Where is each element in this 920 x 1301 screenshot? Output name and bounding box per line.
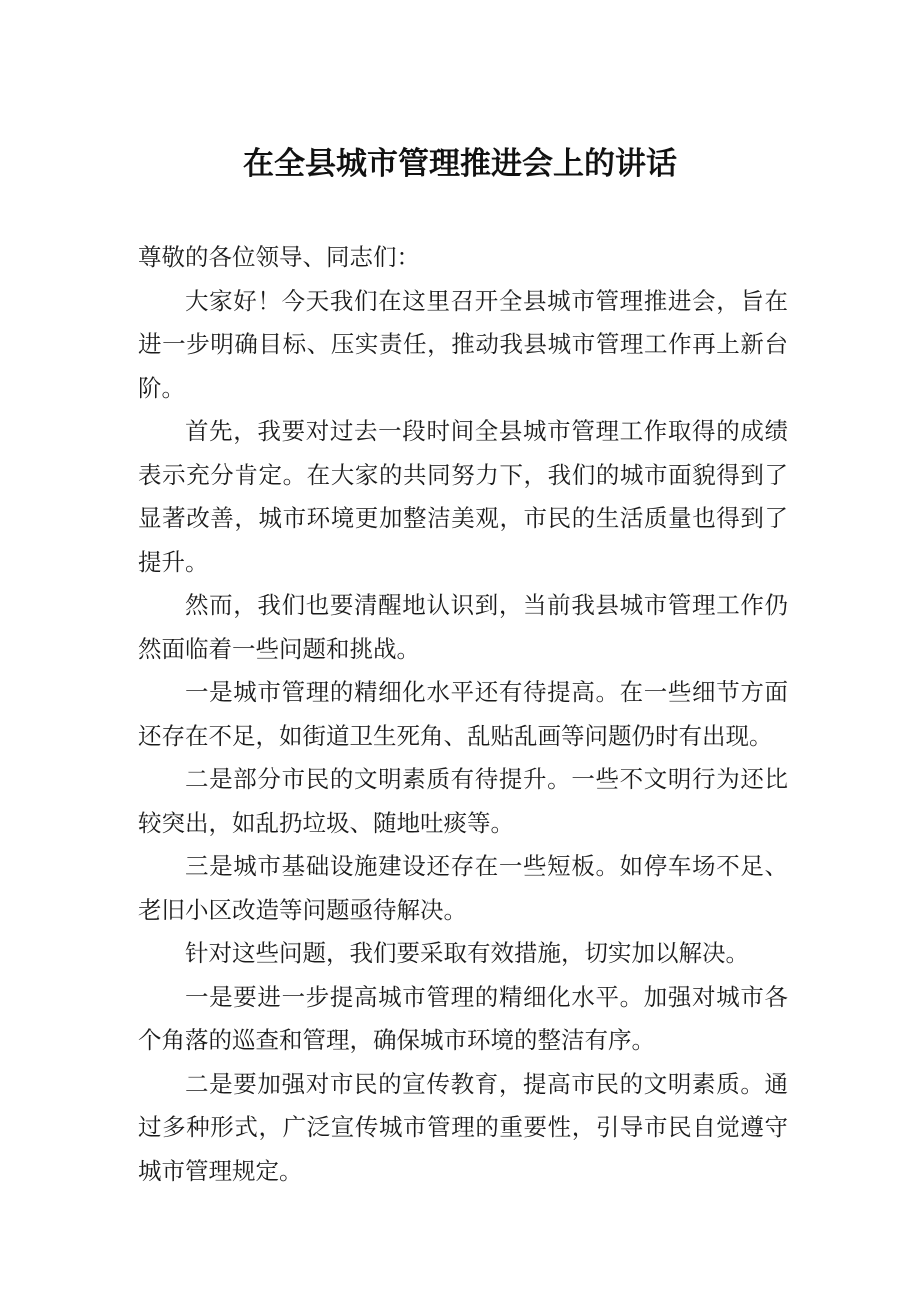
paragraph-6: 三是城市基础设施建设还存在一些短板。如停车场不足、老旧小区改造等问题亟待解决。 — [138, 852, 788, 924]
paragraph-4: 一是城市管理的精细化水平还有待提高。在一些细节方面还存在不足，如街道卫生死角、乱贴乱画等问题仍时有出现。 — [138, 678, 788, 750]
document-title: 在全县城市管理推进会上的讲话 — [243, 146, 677, 182]
paragraph-1: 大家好！今天我们在这里召开全县城市管理推进会，旨在进一步明确目标、压实责任，推动我县城市管理工作再上新台阶。 — [138, 286, 788, 402]
salutation: 尊敬的各位领导、同志们： — [138, 243, 420, 271]
paragraph-8: 一是要进一步提高城市管理的精细化水平。加强对城市各个角落的巡查和管理，确保城市环境的整洁有序。 — [138, 982, 788, 1054]
paragraph-7: 针对这些问题，我们要采取有效措施，切实加以解决。 — [185, 939, 749, 967]
paragraph-5: 二是部分市民的文明素质有待提升。一些不文明行为还比较突出，如乱扔垃圾、随地吐痰等。 — [138, 765, 788, 837]
paragraph-9: 二是要加强对市民的宣传教育，提高市民的文明素质。通过多种形式，广泛宣传城市管理的重要性，引导市民自觉遵守城市管理规定。 — [138, 1069, 788, 1185]
paragraph-3: 然而，我们也要清醒地认识到，当前我县城市管理工作仍然面临着一些问题和挑战。 — [138, 591, 788, 663]
document-body — [138, 236, 788, 1193]
paragraph-2: 首先，我要对过去一段时间全县城市管理工作取得的成绩表示充分肯定。在大家的共同努力下，我们的城市面貌得到了显著改善，城市环境更加整洁美观，市民的生活质量也得到了提升。 — [138, 417, 788, 576]
